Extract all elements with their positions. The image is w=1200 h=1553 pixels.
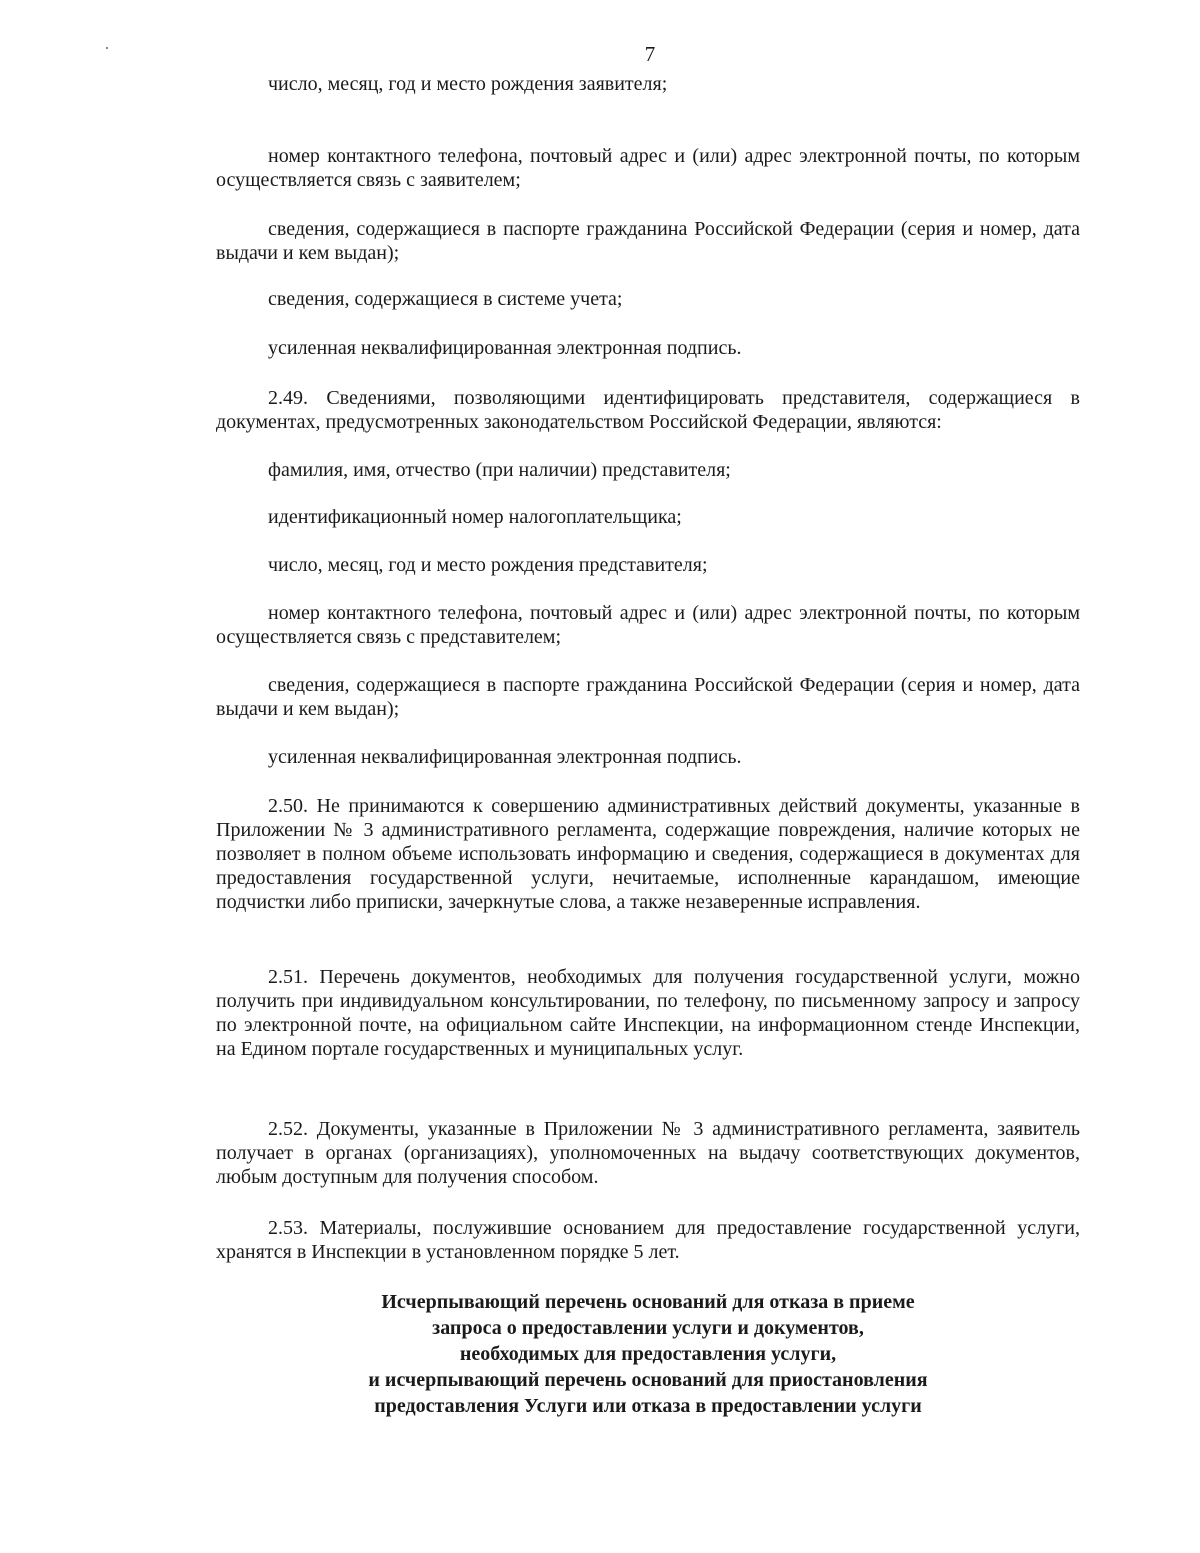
paragraph-representative-name: фамилия, имя, отчество (при наличии) представителя;	[268, 459, 731, 481]
paragraph-applicant-birth: число, месяц, год и место рождения заявителя;	[268, 73, 668, 95]
section-heading-line: Исчерпывающий перечень оснований для отказа в приеме	[381, 1291, 915, 1313]
paragraph-2-52: 2.52. Документы, указанные в Приложении № 3 административного регламента, заявитель получает в органах (организациях), уполномоченных на выдачу соответствующих документов, любым доступным для получения способом.	[216, 1118, 1080, 1188]
paragraph-2-49: 2.49. Сведениями, позволяющими идентифицировать представителя, содержащиеся в документах, предусмотренных законодательством Российской Федерации, являются:	[216, 387, 1080, 433]
paragraph-2-51: 2.51. Перечень документов, необходимых для получения государственной услуги, можно получить при индивидуальном консультировании, по телефону, по письменному запросу и запросу по электронной почте, на официальном сайте Инспекции, на информационном стенде Инспекции, на Едином портале государственных и муниципальных услуг.	[216, 966, 1080, 1060]
paragraph-representative-signature: усиленная неквалифицированная электронная подпись.	[268, 746, 742, 768]
paragraph-representative-contacts: номер контактного телефона, почтовый адрес и (или) адрес электронной почты, по которым осуществляется связь с представителем;	[216, 602, 1080, 648]
paragraph-applicant-signature: усиленная неквалифицированная электронная подпись.	[268, 337, 742, 359]
section-heading-line: и исчерпывающий перечень оснований для приостановления	[368, 1369, 928, 1391]
section-heading-line: необходимых для предоставления услуги,	[459, 1343, 837, 1365]
paragraph-representative-passport: сведения, содержащиеся в паспорте гражданина Российской Федерации (серия и номер, дата выдачи и кем выдан);	[216, 674, 1080, 720]
paragraph-2-53: 2.53. Материалы, послужившие основанием для предоставление государственной услуги, хранятся в Инспекции в установленном порядке 5 лет.	[216, 1217, 1080, 1263]
section-heading	[216, 1289, 1080, 1419]
paragraph-applicant-contacts: номер контактного телефона, почтовый адрес и (или) адрес электронной почты, по которым осуществляется связь с заявителем;	[216, 145, 1080, 191]
page-number: 7	[644, 42, 656, 66]
paragraph-representative-birth: число, месяц, год и место рождения представителя;	[268, 554, 708, 576]
section-heading-line: запроса о предоставлении услуги и документов,	[432, 1317, 864, 1339]
paragraph-2-50: 2.50. Не принимаются к совершению административных действий документы, указанные в Приложении № 3 административного регламента, содержащие повреждения, наличие которых не позволяет в полном объеме использовать информацию и сведения, содержащиеся в документах для предоставления государственной услуги, нечитаемые, исполненные карандашом, имеющие подчистки либо приписки, зачеркнутые слова, а также незаверенные исправления.	[216, 795, 1080, 913]
paragraph-applicant-system: сведения, содержащиеся в системе учета;	[268, 288, 623, 310]
paragraph-applicant-passport: сведения, содержащиеся в паспорте гражданина Российской Федерации (серия и номер, дата выдачи и кем выдан);	[216, 218, 1080, 264]
paragraph-representative-inn: идентификационный номер налогоплательщика;	[268, 506, 682, 528]
section-heading-line: предоставления Услуги или отказа в предоставлении услуги	[374, 1395, 922, 1417]
